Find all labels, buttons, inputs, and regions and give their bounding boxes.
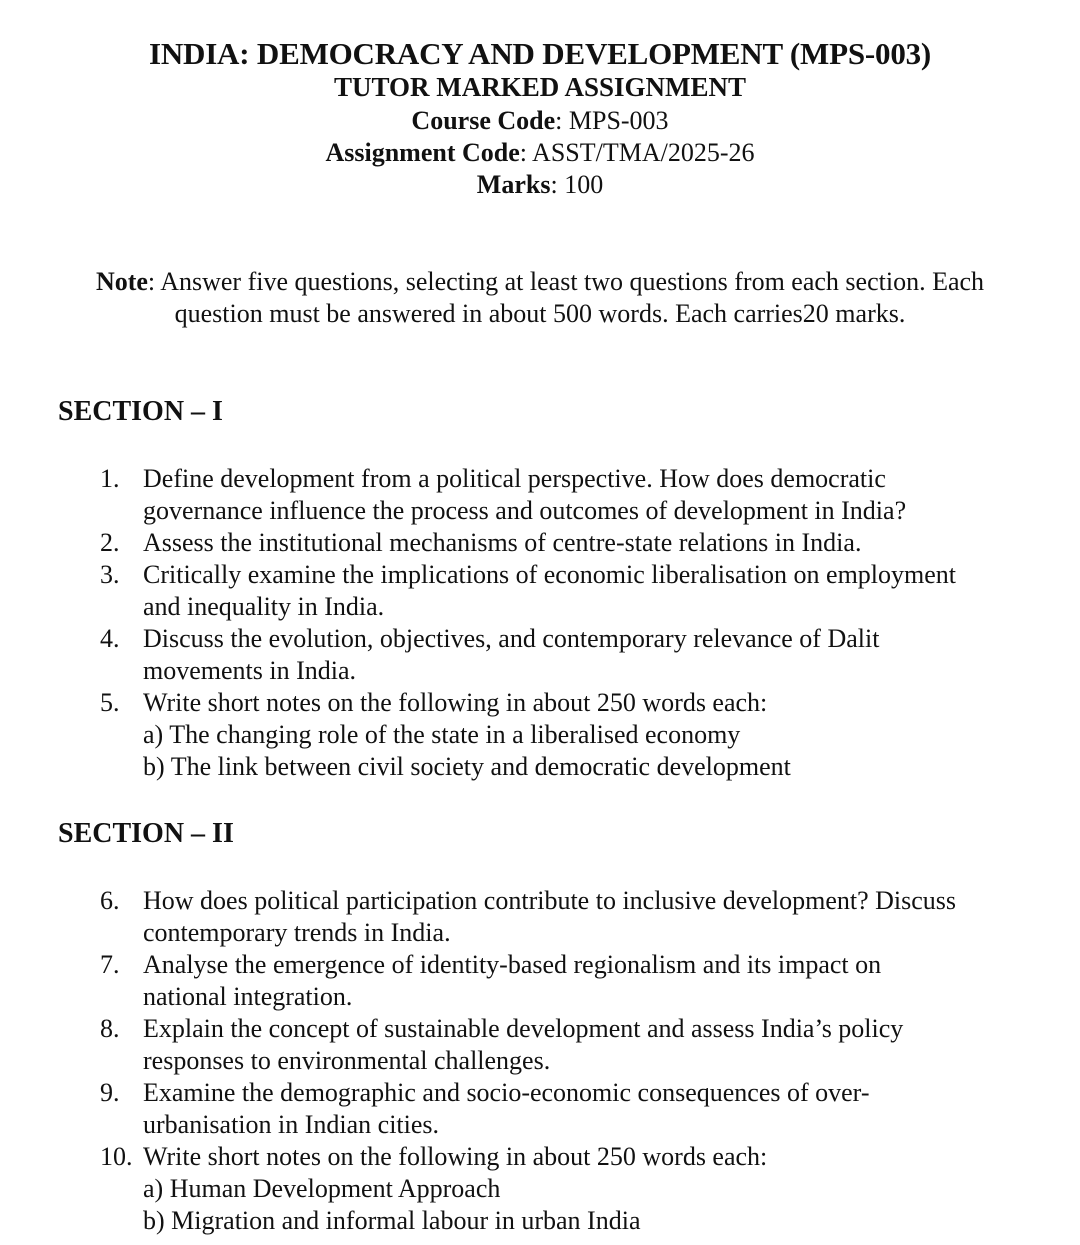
question-line: Write short notes on the following in about 250 words each: (143, 688, 768, 717)
note-line-2: question must be answered in about 500 words. Each carries20 marks. (174, 299, 906, 328)
question-3 (100, 559, 1030, 623)
question-number: 4. (100, 624, 120, 653)
question-line: urbanisation in Indian cities. (143, 1110, 440, 1139)
marks-label: Marks (476, 170, 551, 199)
question-number: 1. (100, 464, 120, 493)
sub-question-a: a) The changing role of the state in a liberalised economy (143, 720, 741, 749)
question-line: Define development from a political perspective. How does democratic (143, 464, 886, 493)
question-line: governance influence the process and outcomes of development in India? (143, 496, 907, 525)
question-line: and inequality in India. (143, 592, 385, 621)
question-number: 6. (100, 886, 120, 915)
question-number: 10. (100, 1142, 133, 1171)
instructions-note (50, 266, 1030, 330)
note-text-1: : Answer five questions, selecting at least two questions from each section. Each (147, 267, 985, 296)
note-label: Note (95, 267, 148, 296)
document-title: INDIA: DEMOCRACY AND DEVELOPMENT (MPS-003) (148, 36, 932, 71)
question-number: 8. (100, 1014, 120, 1043)
question-line: Analyse the emergence of identity-based regionalism and its impact on (143, 950, 882, 979)
course-code-label: Course Code (411, 106, 556, 135)
question-10 (100, 1141, 1030, 1237)
assignment-code-value: : ASST/TMA/2025-26 (519, 138, 755, 167)
note-line-1 (50, 266, 1030, 298)
question-number: 7. (100, 950, 120, 979)
marks (0, 170, 1080, 200)
section-2-questions (100, 885, 1030, 1237)
sub-question-b: b) Migration and informal labour in urban India (143, 1206, 641, 1235)
question-1 (100, 463, 1030, 527)
section-2-heading: SECTION – II (58, 818, 234, 849)
section-1-heading: SECTION – I (58, 396, 223, 427)
question-2 (100, 527, 1030, 559)
question-line: Explain the concept of sustainable development and assess India’s policy (143, 1014, 904, 1043)
document-subtitle: TUTOR MARKED ASSIGNMENT (333, 72, 747, 102)
question-line: movements in India. (143, 656, 357, 685)
question-7 (100, 949, 1030, 1013)
question-line: contemporary trends in India. (143, 918, 451, 947)
question-number: 2. (100, 528, 120, 557)
question-number: 3. (100, 560, 120, 589)
sub-question-b: b) The link between civil society and democratic development (143, 752, 791, 781)
question-line: Discuss the evolution, objectives, and contemporary relevance of Dalit (143, 624, 880, 653)
question-6 (100, 885, 1030, 949)
question-line: Assess the institutional mechanisms of centre-state relations in India. (143, 528, 862, 557)
assignment-code (0, 138, 1080, 168)
question-number: 9. (100, 1078, 120, 1107)
course-code-value: : MPS-003 (555, 106, 669, 135)
sub-question-a: a) Human Development Approach (143, 1174, 501, 1203)
question-line: How does political participation contribute to inclusive development? Discuss (143, 886, 957, 915)
question-number: 5. (100, 688, 120, 717)
question-8 (100, 1013, 1030, 1077)
question-line: national integration. (143, 982, 353, 1011)
question-line: responses to environmental challenges. (143, 1046, 551, 1075)
question-line: Write short notes on the following in about 250 words each: (143, 1142, 768, 1171)
section-1-questions (100, 463, 1030, 783)
question-5 (100, 687, 1030, 783)
question-4 (100, 623, 1030, 687)
assignment-code-label: Assignment Code (325, 138, 520, 167)
question-9 (100, 1077, 1030, 1141)
marks-value: : 100 (550, 170, 604, 199)
course-code (0, 106, 1080, 136)
question-line: Critically examine the implications of economic liberalisation on employment (143, 560, 957, 589)
question-line: Examine the demographic and socio-economic consequences of over- (143, 1078, 870, 1107)
